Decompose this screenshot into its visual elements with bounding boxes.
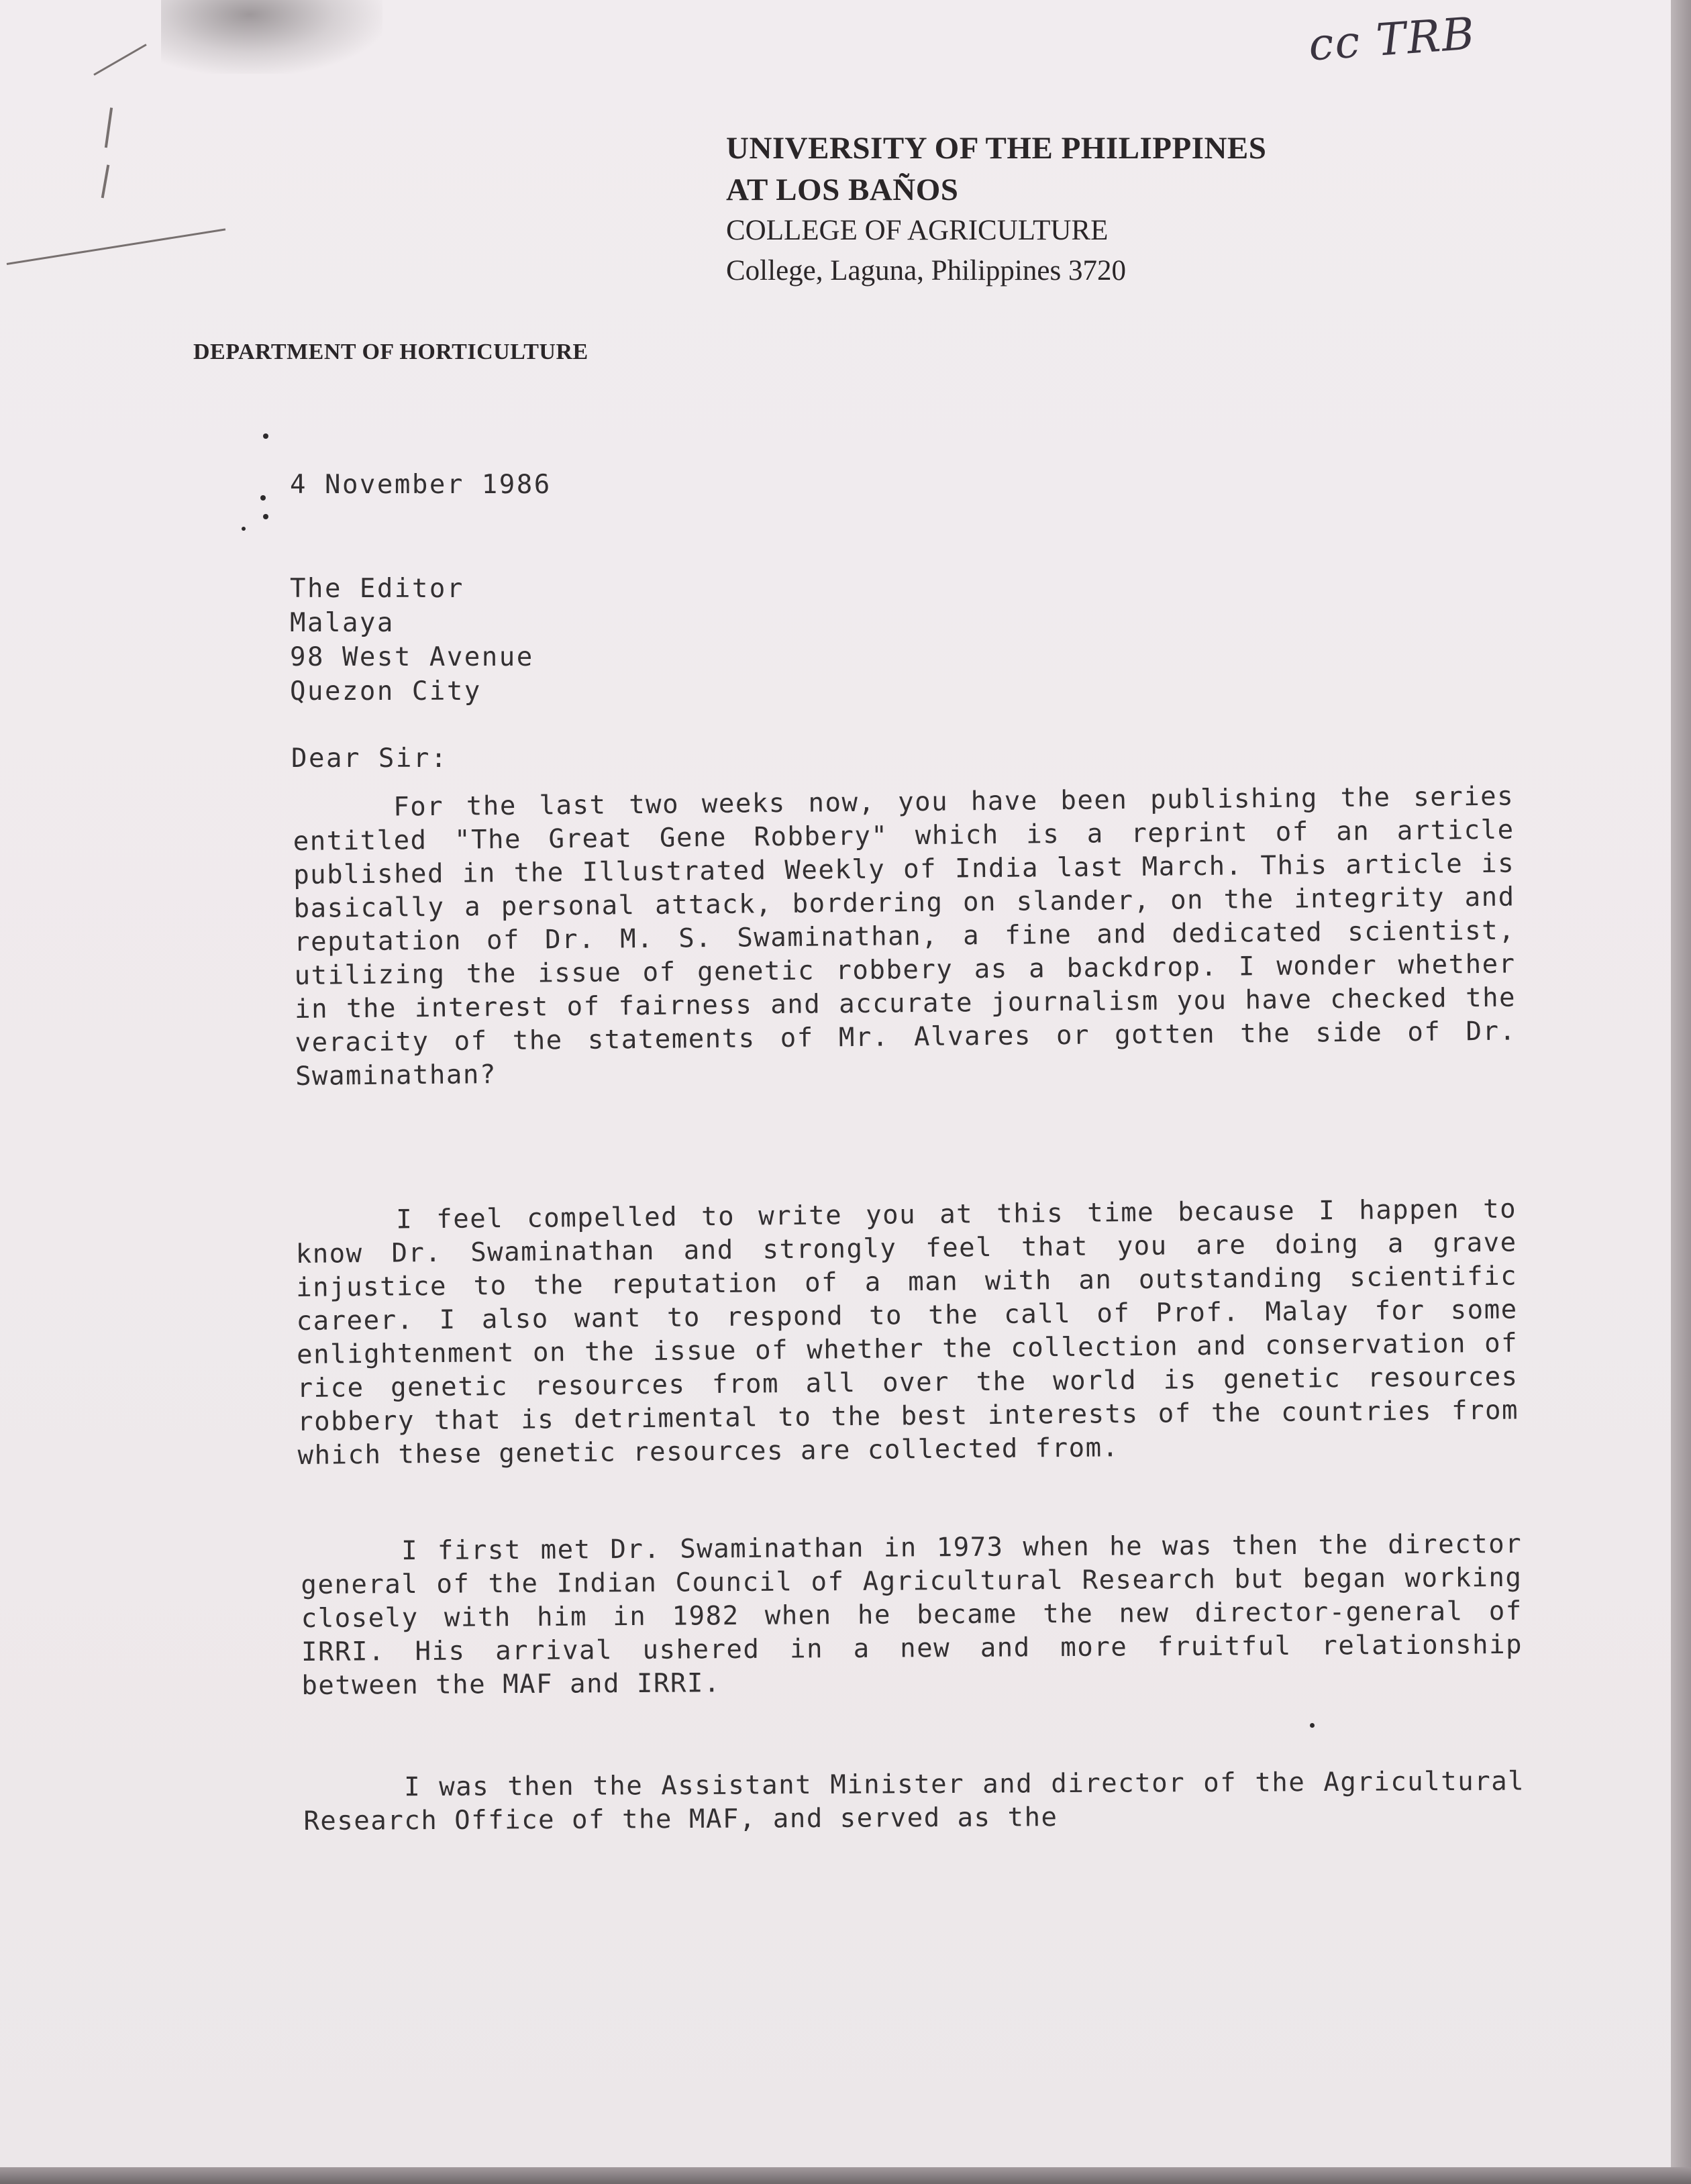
page-right-edge: [1671, 0, 1691, 2184]
ink-dot: [263, 514, 268, 519]
ink-dot: [242, 527, 246, 531]
recipient-line: The Editor: [290, 574, 464, 604]
handwritten-note: cc TRB: [1306, 7, 1478, 71]
scan-smudge: [161, 0, 382, 74]
campus-name: AT LOS BAÑOS: [726, 172, 959, 207]
salutation: Dear Sir:: [291, 743, 448, 774]
university-name: UNIVERSITY OF THE PHILIPPINES: [726, 131, 1267, 166]
ink-dot: [260, 495, 266, 501]
body-paragraph: I was then the Assistant Minister and director of the Agricultural Research Office of the MAF, and served as the: [303, 1766, 1525, 1836]
letterhead-address: College, Laguna, Philippines 3720: [726, 255, 1126, 287]
body-paragraph: For the last two weeks now, you have been publishing the series entitled "The Great Gene Robbery" which is a reprint of an article published in the Illustrated Weekly of India last March. This article is basically a personal attack, bordering on slander, on the integrity and reputation of Dr. M. S. Swaminathan, a fine and dedicated scientist, utilizing the issue of genetic robbery as a backdrop. I wonder whether in the interest of fairness and accurate journalism you have checked the veracity of the statements of Mr. Alvares or gotten the side of Dr. Swaminathan?: [293, 781, 1517, 1092]
recipient-address: [290, 572, 534, 709]
ink-dot: [263, 433, 268, 439]
recipient-line: Quezon City: [290, 676, 482, 707]
letterhead: [726, 127, 1266, 291]
recipient-line: 98 West Avenue: [290, 642, 534, 672]
body-paragraph: I feel compelled to write you at this time because I happen to know Dr. Swaminathan and strongly feel that you are doing a grave injustice to the reputation of a man with an outstanding scientific career. I also want to respond to the call of Prof. Malay for some enlightenment on the issue of whether the collection and conservation of rice genetic resources from all over the world is genetic resources robbery that is detrimental to the best interests of the countries from which these genetic resources are collected from.: [295, 1194, 1519, 1471]
ink-dot: [1310, 1723, 1315, 1728]
page-bottom-edge: [0, 2167, 1691, 2184]
body-paragraph: I first met Dr. Swaminathan in 1973 when he was then the director general of the Indian Council of Agricultural Research but began working closely with him in 1982 when he became the new director-general of IRRI. His arrival ushered in a new and more fruitful relationship between the MAF and IRRI.: [301, 1528, 1523, 1701]
department-name: DEPARTMENT OF HORTICULTURE: [193, 340, 588, 364]
letter-date: 4 November 1986: [290, 470, 552, 500]
recipient-line: Malaya: [290, 608, 395, 638]
college-name: COLLEGE OF AGRICULTURE: [726, 215, 1109, 246]
